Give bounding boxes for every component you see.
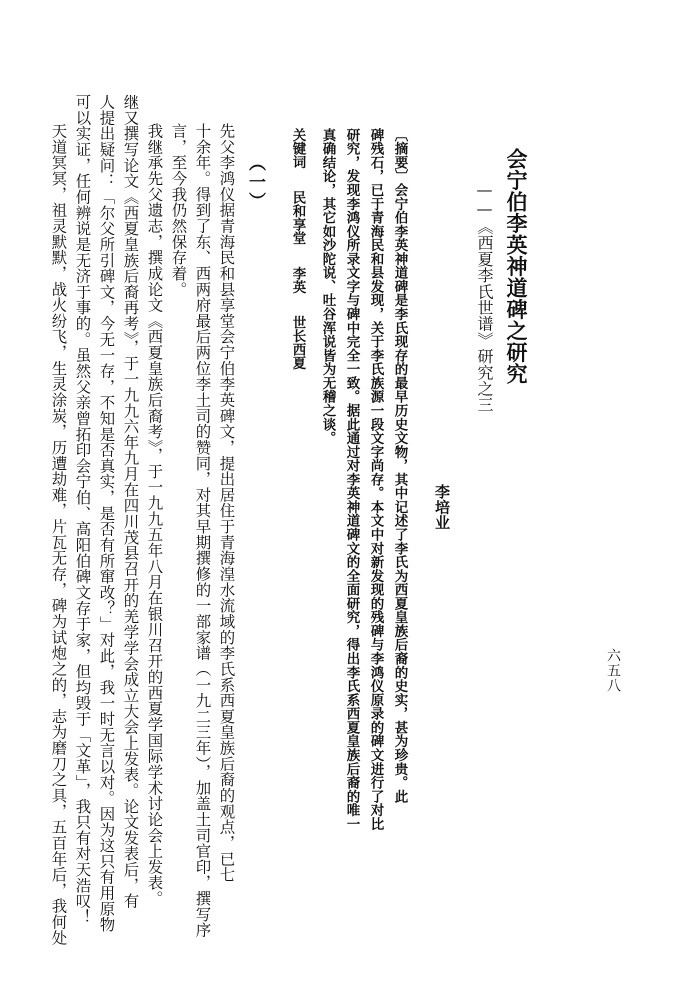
body-line: 十余年。得到了东、西两府最后两位李土司的赞同，对其早期撰修的一部家谱（一九二三年），加盖土司官印，撰写序 xyxy=(193,123,212,938)
abstract-line-3: 研究，发现李鸿仪所录文字与碑中完全一致。据此通过对李英神道碑文的全面研究，得出李氏系西夏皇族后裔的唯一 xyxy=(343,128,360,831)
keyword-term: 民和享堂 xyxy=(289,190,306,245)
body-line: 可以实证，任何辨说是无济于事的。虽然父亲曾拓印会宁伯、高阳伯碑文存于家，但均毁于「文革」，我只有对天浩叹！ xyxy=(73,94,92,925)
body-line: 言，至今我仍然保存着。 xyxy=(169,123,188,298)
body-line: 继又撰写论文《西夏皇族后裔再考》，于一九九六年九月在四川茂县召开的羌学学会成立大会上发表。论文发表后，有 xyxy=(121,94,140,909)
abstract-label: 〔摘要〕 xyxy=(391,128,408,184)
keywords xyxy=(290,128,304,370)
article-title: 会宁伯李英神道碑之研究 xyxy=(504,148,529,385)
abstract-line-4: 真确结论，其它如沙陀说、吐谷浑说皆为无稽之谈。 xyxy=(319,128,336,445)
abstract-line-2: 碑残石，已于青海民和县发现，关于李氏族源一段文字尚存。本文中对新发现的残碑与李鸿仪原录的碑文进行了对比 xyxy=(367,128,384,831)
page-number: 六五八 xyxy=(605,648,621,693)
body-line: 人提出疑问：「尔父所引碑文，今无一存，不知是否真实，是否有所窜改？」对此，我一时无言以对。因为这只有用原物 xyxy=(97,94,116,933)
body-line: 我继承先父遗志，撰成论文《西夏皇族后裔考》，于一九九五年八月在银川召开的西夏学国际学术讨论会上发表。 xyxy=(145,123,164,907)
section-heading: （一） xyxy=(245,154,265,211)
keyword-term: 世长西夏 xyxy=(289,315,306,370)
keyword-term: 李英 xyxy=(289,266,306,294)
article-author: 李培业 xyxy=(433,484,451,531)
article-subtitle: ——《西夏李氏世谱》研究之三 xyxy=(475,180,494,413)
abstract-line-1: 〔摘要〕会宁伯李英神道碑是李氏现存的最早历史文物，其中记述了李氏为西夏皇族后裔的史实，甚为珍贵。此 xyxy=(391,128,408,804)
keywords-label: 关键词 xyxy=(289,128,306,169)
body-line: 天道冥冥，祖灵默默，战火纷飞，生灵涂炭，历遭劫难，片瓦无存，碑为试炮之的，志为磨刀之具，五百年后，我何处 xyxy=(49,123,68,946)
body-line: 先父李鸿仪据青海民和县享堂会宁伯李英碑文，提出居住于青海湟水流域的李氏系西夏皇族后裔的观点，已七 xyxy=(217,123,236,883)
